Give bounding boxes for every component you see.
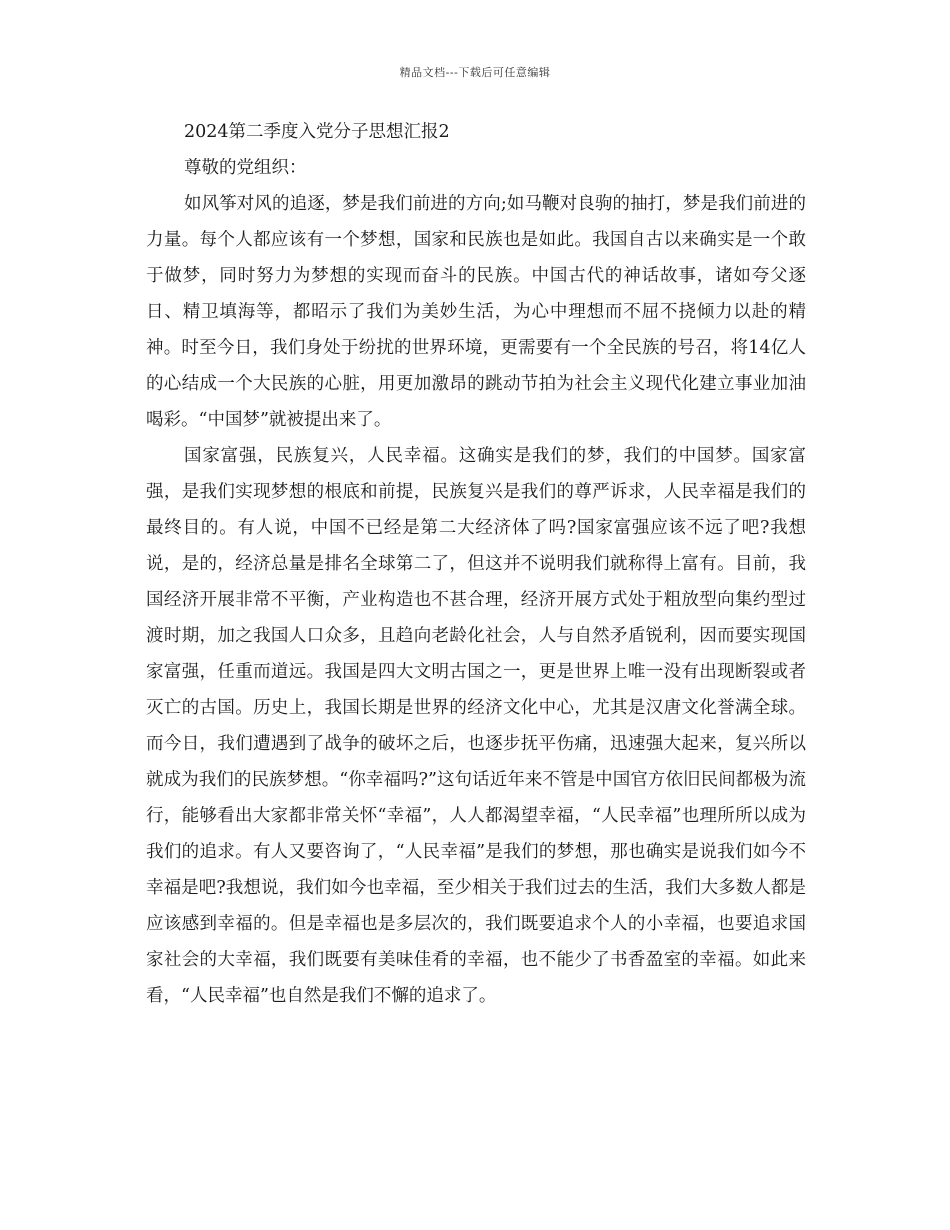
document-body (146, 114, 806, 1014)
page-header: 精品文档---下载后可任意编辑 (399, 66, 551, 79)
salutation: 尊敬的党组织： (184, 158, 307, 178)
document-title: 2024第二季度入党分子思想汇报2 (184, 122, 450, 142)
paragraph-2: 国家富强，民族复兴，人民幸福。这确实是我们的梦，我们的中国梦。国家富强，是我们实现梦想的根底和前提，民族复兴是我们的尊严诉求，人民幸福是我们的最终目的。有人说，中国不已经是第二大经济体了吗?国家富强应该不远了吧?我想说，是的，经济总量是排名全球第二了，但这并不说明我们就称得上富有。目前，我国经济开展非常不平衡，产业构造也不甚合理，经济开展方式处于粗放型向集约型过渡时期，加之我国人口众多，且趋向老龄化社会，人与自然矛盾锐利，因而要实现国家富强，任重而道远。我国是四大文明古国之一，更是世界上唯一没有出现断裂或者灭亡的古国。历史上，我国长期是世界的经济文化中心，尤其是汉唐文化誉满全球。而今日，我们遭遇到了战争的破坏之后，也逐步抚平伤痛，迅速强大起来，复兴所以就成为我们的民族梦想。“你幸福吗?”这句话近年来不管是中国官方依旧民间都极为流行，能够看出大家都非常关怀“幸福”，人人都渴望幸福，“人民幸福”也理所所以成为我们的追求。有人又要咨询了，“人民幸福”是我们的梦想，那也确实是说我们如今不幸福是吧?我想说，我们如今也幸福，至少相关于我们过去的生活，我们大多数人都是应该感到幸福的。但是幸福也是多层次的，我们既要追求个人的小幸福，也要追求国家社会的大幸福，我们既要有美味佳肴的幸福，也不能少了书香盈室的幸福。如此来看，“人民幸福”也自然是我们不懈的追求了。 (146, 446, 806, 1006)
paragraph-1: 如风筝对风的追逐，梦是我们前进的方向;如马鞭对良驹的抽打，梦是我们前进的力量。每个人都应该有一个梦想，国家和民族也是如此。我国自古以来确实是一个敢于做梦，同时努力为梦想的实现而奋斗的民族。中国古代的神话故事，诸如夸父逐日、精卫填海等，都昭示了我们为美妙生活，为心中理想而不屈不挠倾力以赴的精神。时至今日，我们身处于纷扰的世界环境，更需要有一个全民族的号召，将14亿人的心结成一个大民族的心脏，用更加激昂的跳动节拍为社会主义现代化建立事业加油喝彩。“中国梦”就被提出来了。 (146, 194, 806, 430)
